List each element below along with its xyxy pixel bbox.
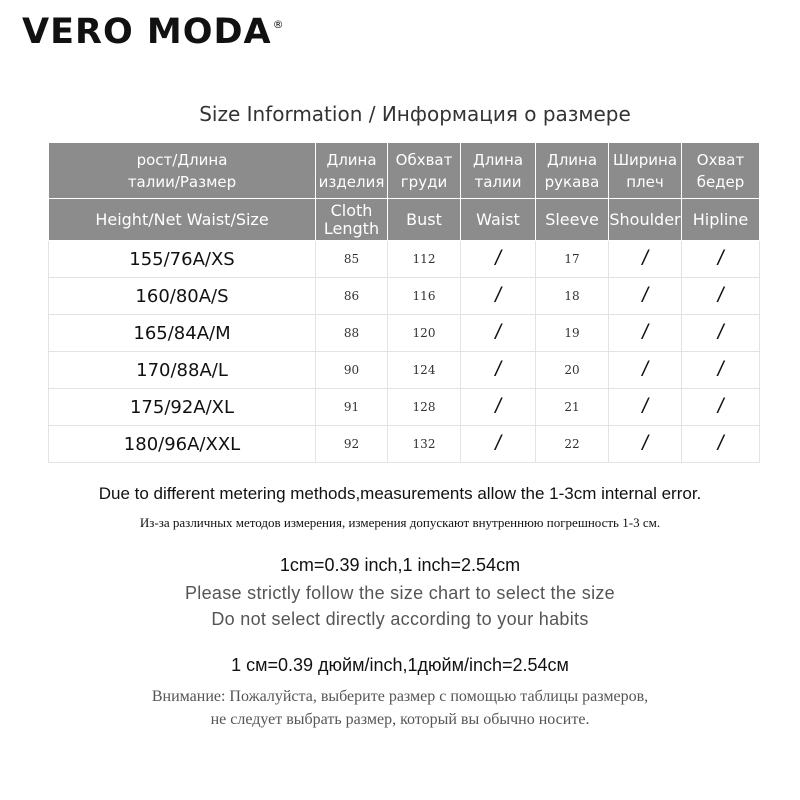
measure-cell: / [461, 352, 536, 389]
measure-cell: 90 [316, 352, 388, 389]
attention-note-ru-1: Внимание: Пожалуйста, выберите размер с помощью таблицы размеров, [151, 688, 649, 705]
measure-cell: / [609, 352, 682, 389]
table-row [49, 315, 760, 352]
conversion-ru: 1 см=0.39 дюйм/inch,1дюйм/inch=2.54см [231, 655, 569, 675]
table-row [49, 426, 760, 463]
measure-cell: / [461, 241, 536, 278]
header-row-english [49, 199, 760, 241]
measure-cell: 124 [388, 352, 461, 389]
measure-cell: 22 [536, 426, 609, 463]
header-en-cell: Shoulder [609, 199, 682, 241]
measure-cell: / [609, 278, 682, 315]
measure-cell: 88 [316, 315, 388, 352]
measure-cell: 128 [388, 389, 461, 426]
measure-cell: 17 [536, 241, 609, 278]
size-cell: 155/76A/XS [49, 241, 316, 278]
error-note-en: Due to different metering methods,measurements allow the 1-3cm internal error. [98, 484, 702, 503]
measure-cell: 86 [316, 278, 388, 315]
header-en-cell: Hipline [682, 199, 760, 241]
size-cell: 175/92A/XL [49, 389, 316, 426]
measure-cell: / [461, 389, 536, 426]
header-ru-cell: рост/Длина талии/Размер [49, 143, 316, 199]
measure-cell: / [461, 315, 536, 352]
header-en-cell: Bust [388, 199, 461, 241]
follow-chart-note: Please strictly follow the size chart to select the size [185, 583, 615, 603]
brand-name: VERO MODA [22, 12, 272, 52]
table-row [49, 278, 760, 315]
measure-cell: / [461, 278, 536, 315]
measure-cell: 19 [536, 315, 609, 352]
measure-cell: 85 [316, 241, 388, 278]
measure-cell: 92 [316, 426, 388, 463]
measure-cell: / [682, 241, 760, 278]
measure-cell: / [609, 426, 682, 463]
error-note-ru: Из-за различных методов измерения, измерения допускают внутреннюю погрешность 1-3 см. [139, 515, 661, 530]
header-en-cell: Waist [461, 199, 536, 241]
size-rows [49, 241, 760, 463]
measure-cell: / [682, 278, 760, 315]
measure-cell: / [609, 241, 682, 278]
brand-logo [22, 12, 285, 52]
measure-cell: / [682, 315, 760, 352]
table-row [49, 389, 760, 426]
table-row [49, 352, 760, 389]
measure-cell: / [682, 352, 760, 389]
size-table [48, 142, 760, 463]
measure-cell: / [461, 426, 536, 463]
header-row-russian [49, 143, 760, 199]
registered-mark: ® [272, 18, 285, 31]
header-en-cell: Sleeve [536, 199, 609, 241]
header-ru-cell: Длина изделия [316, 143, 388, 199]
attention-note-ru-2: не следует выбрать размер, который вы обычно носите. [210, 711, 590, 728]
conversion-en: 1cm=0.39 inch,1 inch=2.54cm [279, 555, 521, 575]
header-en-cell: Cloth Length [316, 199, 388, 241]
table-row [49, 241, 760, 278]
page-title: Size Information / Информация о размере [199, 102, 631, 126]
measure-cell: 20 [536, 352, 609, 389]
measure-cell: 91 [316, 389, 388, 426]
header-en-cell: Height/Net Waist/Size [49, 199, 316, 241]
size-cell: 170/88A/L [49, 352, 316, 389]
measure-cell: 21 [536, 389, 609, 426]
measure-cell: 18 [536, 278, 609, 315]
header-ru-cell: Обхват груди [388, 143, 461, 199]
measure-cell: / [609, 389, 682, 426]
header-ru-cell: Охват бедер [682, 143, 760, 199]
size-cell: 165/84A/M [49, 315, 316, 352]
size-cell: 180/96A/XXL [49, 426, 316, 463]
measure-cell: / [609, 315, 682, 352]
header-ru-cell: Длина рукава [536, 143, 609, 199]
measure-cell: / [682, 426, 760, 463]
measure-cell: / [682, 389, 760, 426]
measure-cell: 120 [388, 315, 461, 352]
measure-cell: 112 [388, 241, 461, 278]
header-ru-cell: Длина талии [461, 143, 536, 199]
habits-note: Do not select directly according to your habits [211, 609, 589, 629]
header-ru-cell: Ширина плеч [609, 143, 682, 199]
measure-cell: 116 [388, 278, 461, 315]
size-cell: 160/80A/S [49, 278, 316, 315]
measure-cell: 132 [388, 426, 461, 463]
